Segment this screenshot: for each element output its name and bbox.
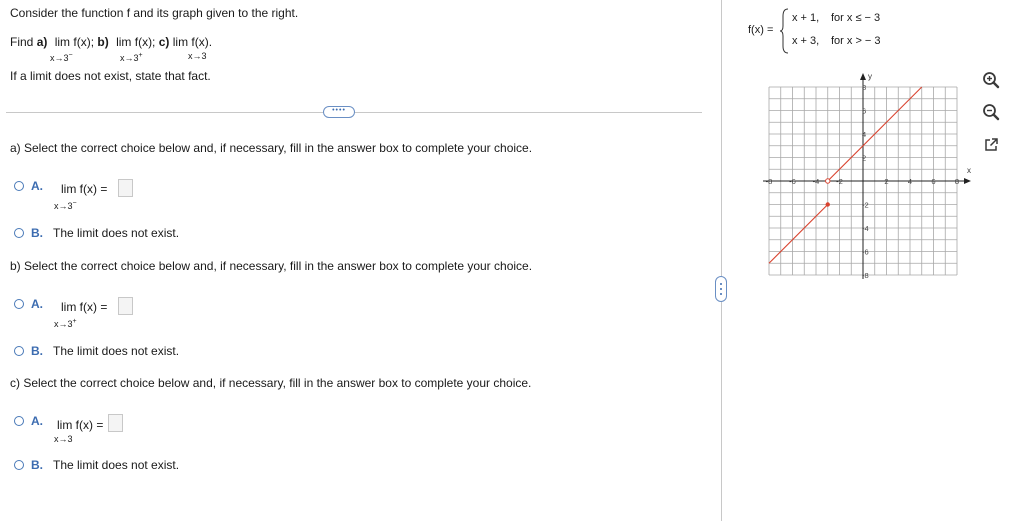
piece1-expr: x + 1,	[792, 12, 820, 24]
part-a-prompt: a) Select the correct choice below and, if necessary, fill in the answer box to complete your choice.	[10, 141, 533, 155]
part-a-answer-box[interactable]	[118, 179, 133, 197]
question-dne-note: If a limit does not exist, state that fact.	[10, 69, 211, 83]
y-tick-label: -2	[862, 200, 869, 210]
find-sub-a: x→3−	[50, 52, 73, 63]
x-tick-label: 8	[954, 177, 960, 186]
y-tick-label: 2	[862, 153, 867, 163]
part-b-option-a-radio[interactable]	[14, 299, 24, 309]
x-tick-label: -2	[836, 177, 843, 186]
part-b-option-a-letter: A.	[31, 297, 43, 311]
y-tick-label: 8	[862, 83, 867, 92]
function-segment-1	[769, 205, 828, 264]
y-tick-label: 4	[862, 130, 867, 139]
part-a-option-a-radio[interactable]	[14, 181, 24, 191]
y-tick-label: -8	[862, 271, 869, 280]
part-c-prompt: c) Select the correct choice below and, if necessary, fill in the answer box to complete your choice.	[10, 376, 532, 390]
piece2-cond: for x > − 3	[831, 35, 881, 47]
open-endpoint	[826, 179, 830, 183]
x-axis-arrow	[964, 178, 971, 184]
part-c-option-a-letter: A.	[31, 414, 43, 428]
y-tick-label: -6	[862, 247, 869, 257]
part-b-option-a-sub: x→3+	[54, 318, 77, 329]
pane-resize-handle[interactable]	[715, 276, 727, 302]
x-tick-label: 4	[907, 177, 913, 186]
find-sub-c: x→3	[188, 51, 207, 61]
part-a-option-a-sub: x→3−	[54, 200, 77, 211]
part-a-option-a-lim: lim f(x) =	[61, 182, 108, 196]
y-axis-arrow	[860, 73, 866, 80]
x-axis-label: x	[967, 166, 971, 175]
part-c-option-a-radio[interactable]	[14, 416, 24, 426]
part-b-prompt: b) Select the correct choice below and, if necessary, fill in the answer box to complete your choice.	[10, 259, 533, 273]
part-c-answer-box[interactable]	[108, 414, 123, 432]
closed-endpoint	[826, 202, 830, 206]
find-sub-b: x→3+	[120, 52, 143, 63]
zoom-out-icon[interactable]	[981, 102, 1001, 122]
part-b-answer-box[interactable]	[118, 297, 133, 315]
expand-button[interactable]: ••••	[323, 106, 355, 118]
x-tick-label: -6	[789, 177, 796, 186]
pane-divider	[721, 0, 722, 521]
part-c-option-a-sub: x→3	[54, 434, 73, 444]
y-tick-label: 6	[862, 106, 867, 116]
popout-icon[interactable]	[981, 135, 1001, 155]
function-graph	[750, 65, 980, 295]
x-tick-label: -4	[812, 177, 820, 186]
graph-curves	[769, 87, 922, 263]
function-lhs: f(x) =	[748, 24, 774, 36]
part-c-option-b-text: The limit does not exist.	[53, 458, 180, 472]
part-b-option-b-letter: B.	[31, 344, 43, 358]
question-intro: Consider the function f and its graph given to the right.	[10, 6, 299, 20]
x-tick-label: 2	[884, 177, 889, 186]
x-tick-label: 6	[931, 177, 936, 186]
part-b-option-a-lim: lim f(x) =	[61, 300, 108, 314]
piecewise-brace	[780, 8, 790, 54]
part-b-option-b-radio[interactable]	[14, 346, 24, 356]
part-a-option-b-text: The limit does not exist.	[53, 226, 180, 240]
y-tick-label: -4	[862, 224, 869, 233]
part-a-option-b-radio[interactable]	[14, 228, 24, 238]
part-a-option-a-letter: A.	[31, 179, 43, 193]
question-find-line: Find a) lim f(x); b) lim f(x); c) lim f(x).	[10, 35, 213, 49]
y-axis-label: y	[868, 72, 872, 81]
part-c-option-b-radio[interactable]	[14, 460, 24, 470]
x-tick-label: -8	[765, 177, 773, 186]
part-b-option-b-text: The limit does not exist.	[53, 344, 180, 358]
piece1-cond: for x ≤ − 3	[831, 12, 881, 24]
piece2-expr: x + 3,	[792, 35, 820, 47]
part-a-option-b-letter: B.	[31, 226, 43, 240]
part-c-option-a-lim: lim f(x) =	[57, 418, 104, 432]
zoom-in-icon[interactable]	[981, 70, 1001, 90]
part-c-option-b-letter: B.	[31, 458, 43, 472]
